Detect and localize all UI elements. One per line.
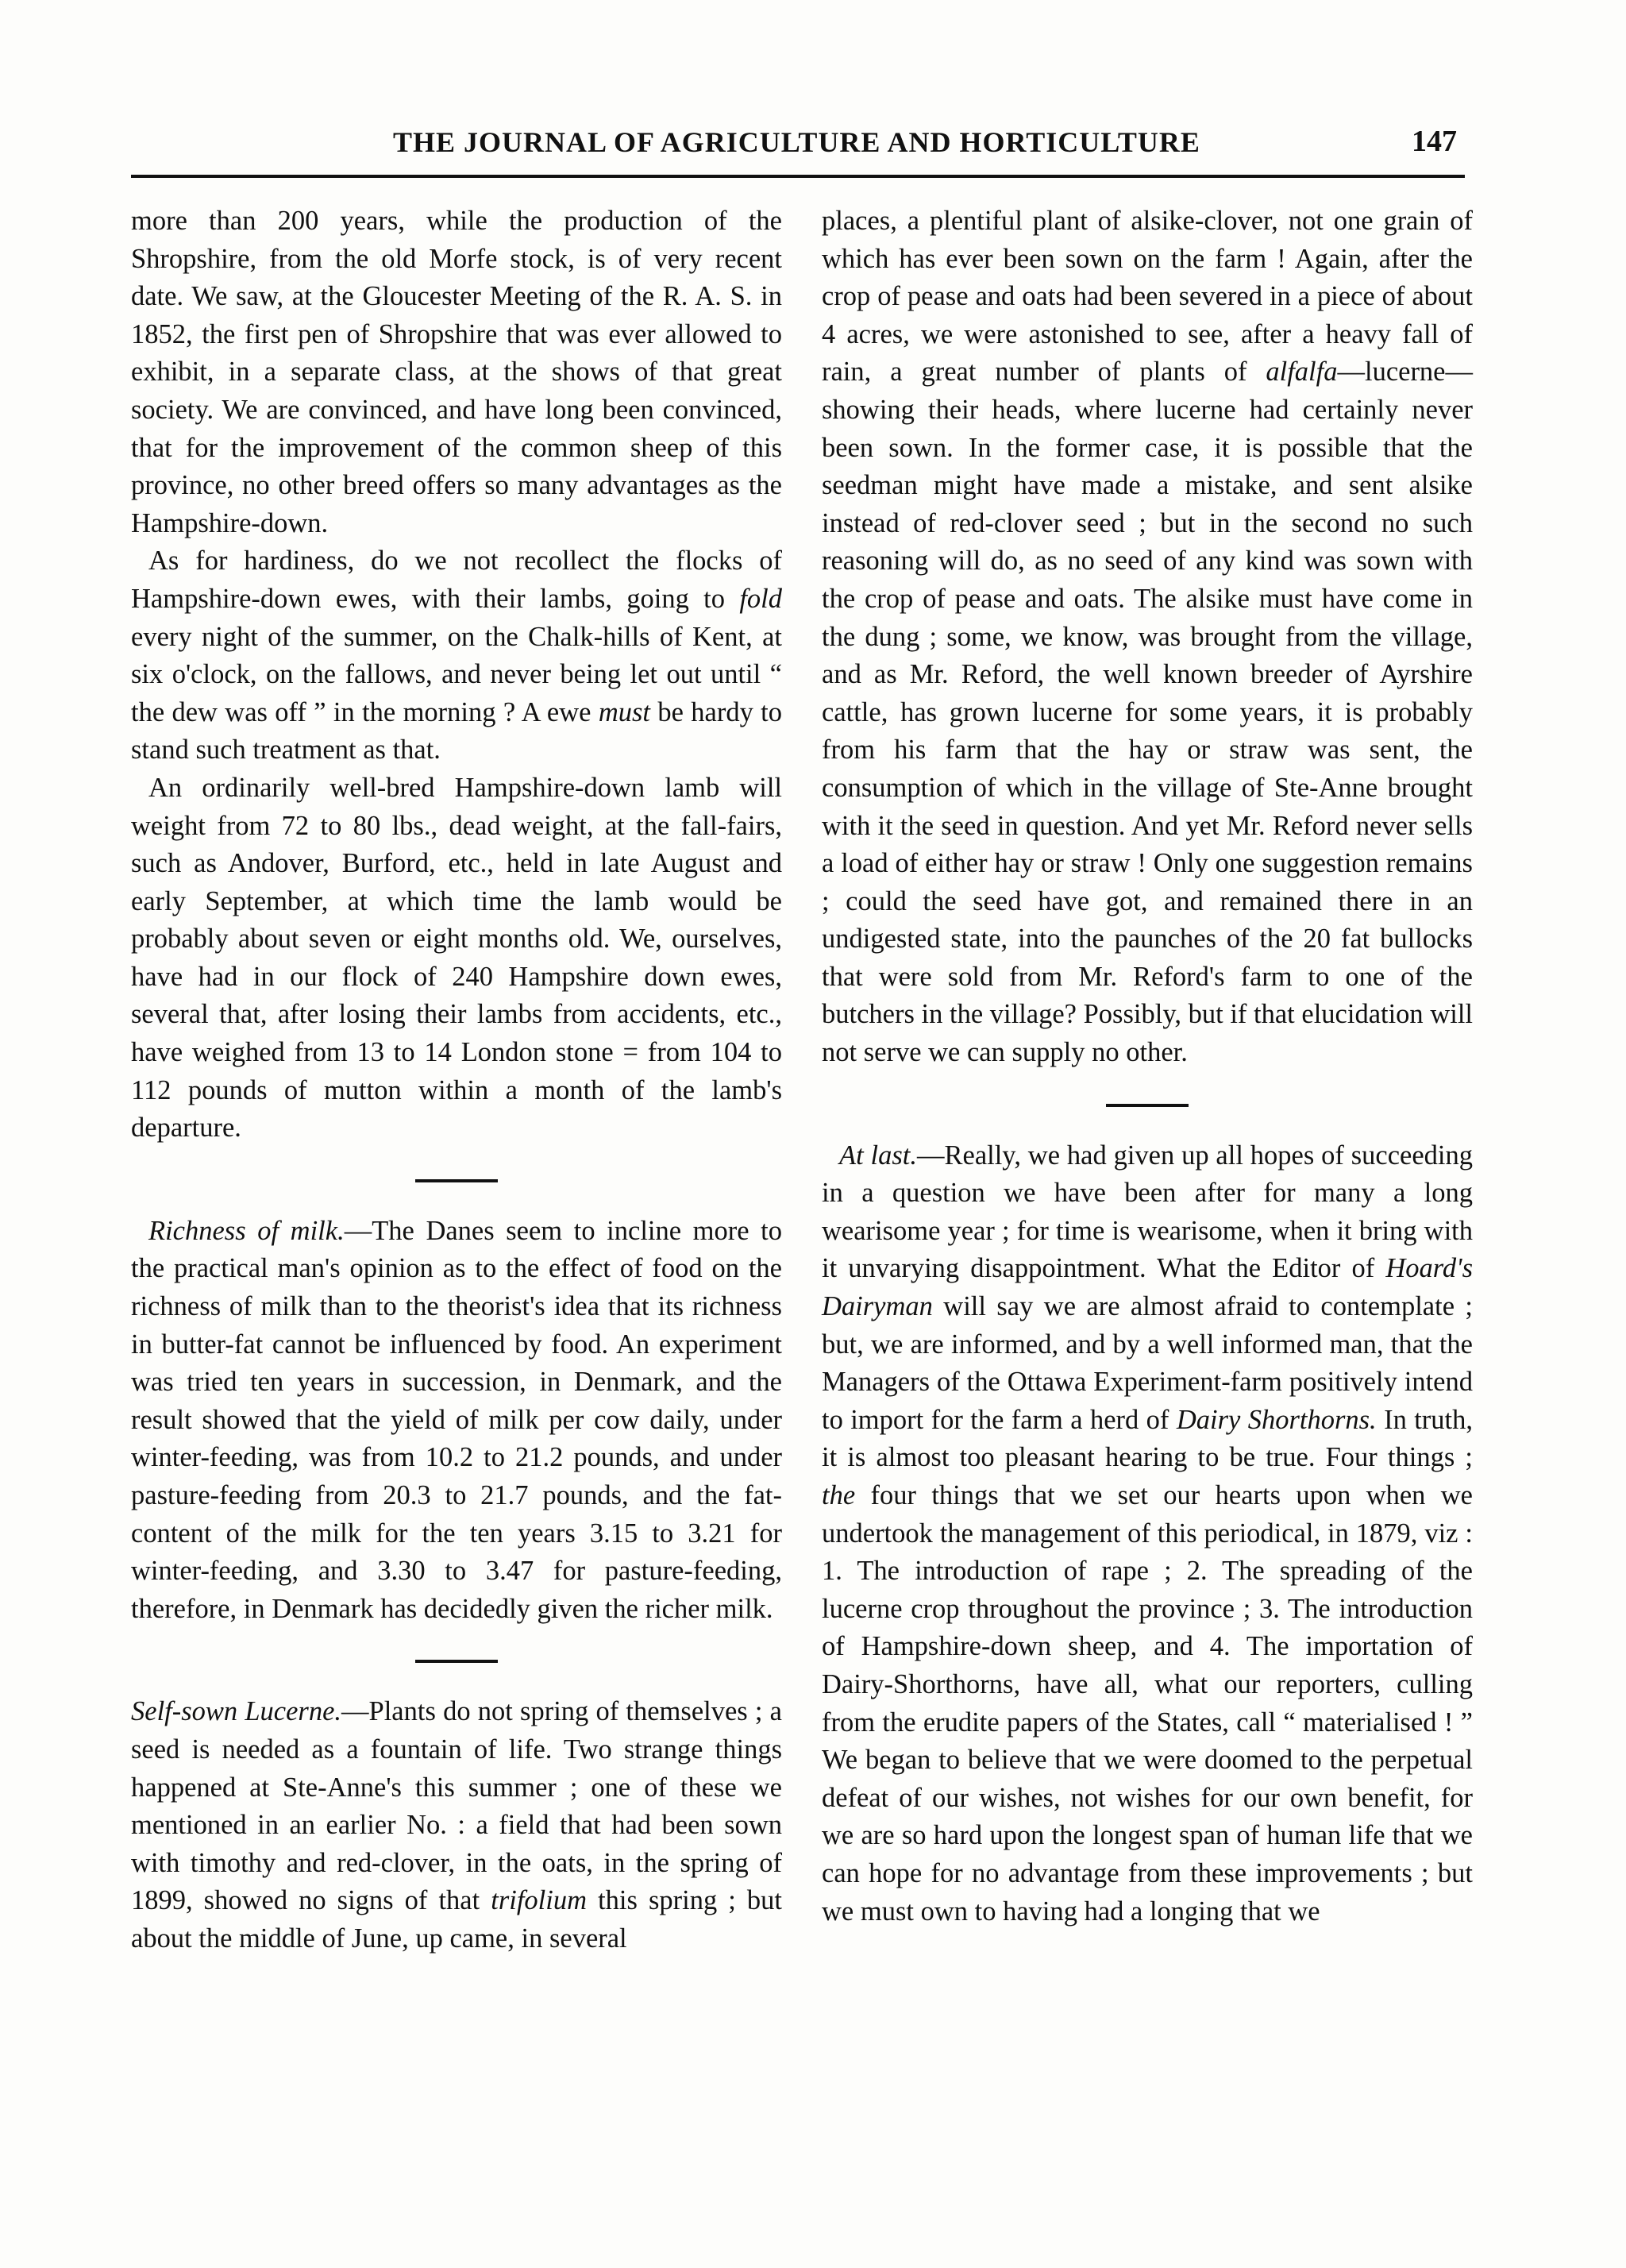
page-header <box>131 121 1465 168</box>
paragraph-lamb-weight: An ordinarily well-bred Hampshire-down lamb will weight from 72 to 80 lbs., dead weight, at the fall-fairs, such as Andover, Burford, etc., held in late August and early September, at which time the lamb would be probably about seven or eight months old. We, ourselves, have had in our flock of 240 Hampshire down ewes, several that, after losing their lambs from accidents, etc., have weighed from 13 to 14 London stone = from 104 to 112 pounds of mutton within a month of the lamb's departure. <box>131 772 782 1144</box>
section-divider <box>1106 1104 1189 1107</box>
paragraph-at-last: At last.—Really, we had given up all hopes of succeeding in a question we have been after for many a long wearisome year ; for time is wearisome, when it bring with it unvarying disappointment. What the Editor of Hoard's Dairyman will say we are almost afraid to contemplate ; but, we are informed, and by a well informed man, that the Managers of the Ottawa Experiment-farm positively intend to import for the farm a herd of Dairy Shorthorns. In truth, it is almost too pleasant hearing to be true. Four things ; the four things that we set our hearts upon when we undertook the management of this periodical, in 1879, viz : 1. The introduction of rape ; 2. The spreading of the lucerne crop throughout the province ; 3. The introduction of Hampshire-down sheep, and 4. The importation of Dairy-Shorthorns, have all, what our reporters, culling from the erudite papers of the States, call “ materialised ! ” We began to believe that we were doomed to the perpetual defeat of our wishes, not wishes for our own benefit, for we are so hard upon the longest span of human life that we can hope for no advantage from these improvements ; but we must own to having had a longing that we <box>822 1140 1473 1927</box>
page-number: 147 <box>1412 125 1457 158</box>
paragraph-richness-of-milk: Richness of milk.—The Danes seem to incline more to the practical man's opinion as to the effect of food on the richness of milk than to the theorist's idea that its richness in butter-fat cannot be influenced by food. An experiment was tried ten years in succession, in Denmark, and the result showed that the yield of milk per cow daily, under winter-feeding, was from 10.2 to 21.2 pounds, and under pasture-feeding from 20.3 to 21.7 pounds, and the fat-content of the milk for the ten years 3.15 to 3.21 for winter-feeding, and 3.30 to 3.47 for pasture-feeding, therefore, in Denmark has decidedly given the richer milk. <box>131 1215 782 1624</box>
paragraph-lucerne-continued: places, a plentiful plant of alsike-clover, not one grain of which has ever been sown on the farm ! Again, after the crop of pease and oats had been severed in a piece of about 4 acres, we were astonished to see, after a heavy fall of rain, a great number of plants of alfalfa—lucerne—showing their heads, where lucerne had certainly never been sown. In the former case, it is possible that the seedman might have made a mistake, and sent alsike instead of red-clover seed ; but in the second no such reasoning will do, as no seed of any kind was sown with the crop of pease and oats. The alsike must have come in the dung ; some, we know, was brought from the village, and as Mr. Reford, the well known breeder of Ayrshire cattle, has grown lucerne for some years, it is probably from his farm that the hay or straw was sent, the consumption of which in the village of Ste-Anne brought with it the seed in question. And yet Mr. Reford never sells a load of either hay or straw ! Only one suggestion remains ; could the seed have got, and remained there in an undigested state, into the paunches of the 20 fat bullocks that were sold from Mr. Reford's farm to one of the butchers in the village? Possibly, but if that elucidation will not serve we can supply no other. <box>822 206 1473 1068</box>
running-title: THE JOURNAL OF AGRICULTURE AND HORTICULTURE <box>393 126 1200 158</box>
section-heading: Richness of milk. <box>148 1215 345 1246</box>
right-column <box>822 202 1473 1930</box>
paragraph-self-sown-lucerne: Self-sown Lucerne.—Plants do not spring of themselves ; a seed is needed as a fountain of life. Two strange things happened at Ste-Anne's this summer ; one of these we mentioned in an earlier No. : a field that had been sown with timothy and red-clover, in the oats, in the spring of 1899, showed no signs of that trifolium this spring ; but about the middle of June, up came, in several <box>131 1696 782 1954</box>
paragraph-hardiness: As for hardiness, do we not recollect the flocks of Hampshire-down ewes, with their lambs, going to fold every night of the summer, on the Chalk-hills of Kent, at six o'clock, on the fallows, and never being let out until “ the dew was off ” in the morning ? A ewe must be hardy to stand such treatment as that. <box>131 546 782 766</box>
paragraph-shropshire: more than 200 years, while the production of the Shropshire, from the old Morfe stock, is of very recent date. We saw, at the Gloucester Meeting of the R. A. S. in 1852, the first pen of Shropshire that was ever allowed to exhibit, in a separate class, at the shows of that great society. We are convinced, and have long been convinced, that for the improvement of the common sheep of this province, no other breed offers so many advantages as the Hampshire-down. <box>131 206 782 538</box>
header-rule <box>131 175 1465 178</box>
section-divider <box>415 1179 498 1182</box>
section-heading: Self-sown Lucerne. <box>131 1696 342 1727</box>
section-heading: At last. <box>839 1140 917 1171</box>
left-column <box>131 202 782 1958</box>
section-divider <box>415 1660 498 1663</box>
